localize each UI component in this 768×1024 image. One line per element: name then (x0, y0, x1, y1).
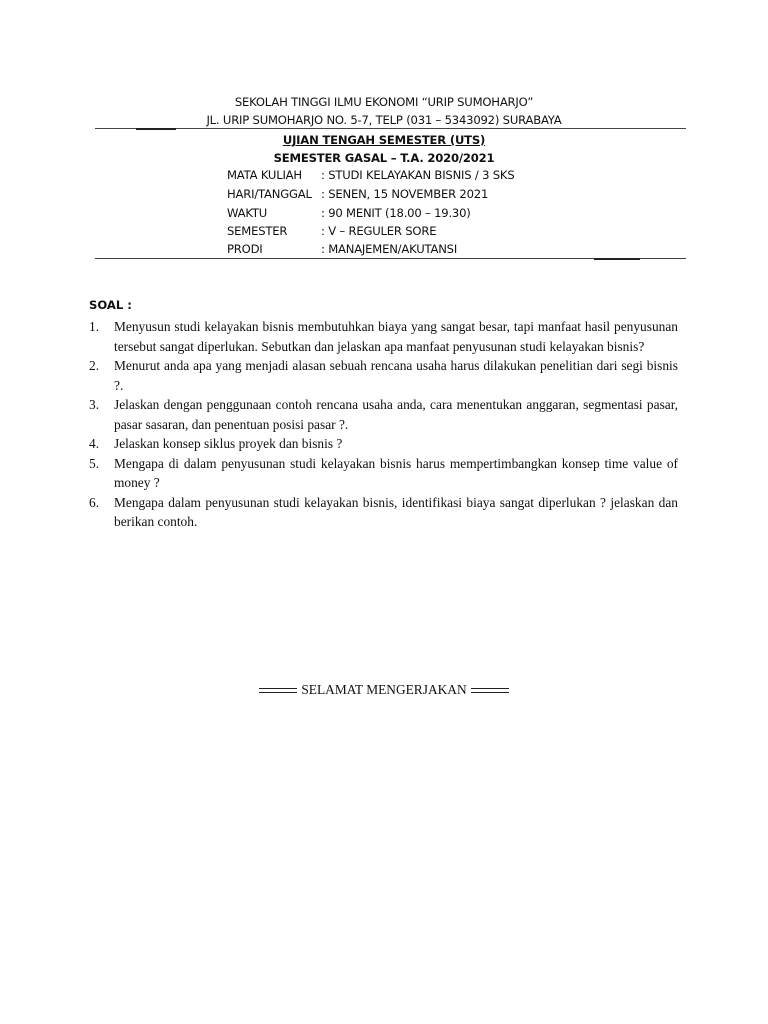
question-number: 1. (89, 319, 100, 334)
question-text: Mengapa di dalam penyusunan studi kelayakan bisnis harus mempertimbangkan konsep time value of money ? (114, 455, 678, 490)
question-item (89, 434, 678, 454)
institution-name: SEKOLAH TINGGI ILMU EKONOMI “URIP SUMOHARJO” (234, 95, 534, 109)
question-text: Jelaskan konsep siklus proyek dan bisnis ? (114, 436, 343, 451)
info-row-prodi (227, 242, 457, 256)
question-number: 3. (89, 397, 100, 412)
question-number: 2. (89, 358, 100, 373)
question-text: Jelaskan dengan penggunaan contoh rencana usaha anda, cara menentukan anggaran, segmentasi pasar, pasar sasaran, dan penentuan posisi pasar ?. (114, 397, 678, 432)
info-row-waktu (227, 206, 471, 220)
institution-address: JL. URIP SUMOHARJO NO. 5-7, TELP (031 – 5343092) SURABAYA (206, 113, 562, 127)
question-item (89, 395, 678, 434)
soal-heading: SOAL : (89, 298, 132, 312)
double-rule-right (471, 688, 509, 693)
header-divider-bottom-accent (594, 258, 640, 260)
exam-title (0, 133, 768, 147)
question-item (89, 454, 678, 493)
question-text: Menurut anda apa yang menjadi alasan sebuah rencana usaha harus dilakukan penelitian dari segi bisnis ?. (114, 358, 678, 393)
info-value: : V – REGULER SORE (321, 224, 437, 238)
info-label: PRODI (227, 242, 263, 256)
info-value: : MANAJEMEN/AKUTANSI (321, 242, 458, 256)
info-label: WAKTU (227, 206, 268, 220)
header-divider-top-accent (136, 128, 176, 130)
question-list (89, 317, 678, 532)
info-label: HARI/TANGGAL (227, 187, 312, 201)
info-value: : STUDI KELAYAKAN BISNIS / 3 SKS (321, 168, 515, 182)
double-rule-left (259, 688, 297, 693)
info-value: : SENEN, 15 NOVEMBER 2021 (321, 187, 489, 201)
semester-title: SEMESTER GASAL – T.A. 2020/2021 (273, 151, 495, 165)
info-label: MATA KULIAH (227, 168, 302, 182)
info-row-semester (227, 224, 436, 238)
info-row-hari-tanggal (227, 187, 488, 201)
info-row-mata-kuliah (227, 168, 514, 182)
question-item (89, 356, 678, 395)
question-number: 5. (89, 455, 100, 471)
closing-text: SELAMAT MENGERJAKAN (301, 682, 467, 697)
question-text: Menyusun studi kelayakan bisnis membutuhkan biaya yang sangat besar, tapi manfaat hasil penyusunan tersebut sangat diperlukan. Sebutkan dan jelaskan apa manfaat penyusunan studi kelayakan bisnis? (114, 319, 678, 354)
question-number: 4. (89, 436, 100, 451)
closing-line (0, 682, 768, 698)
exam-title-text: UJIAN TENGAH SEMESTER (UTS) (282, 133, 486, 147)
question-item (89, 317, 678, 356)
question-item (89, 493, 678, 532)
header-divider-top (95, 128, 686, 129)
question-number: 6. (89, 494, 100, 510)
info-label: SEMESTER (227, 224, 288, 238)
info-value: : 90 MENIT (18.00 – 19.30) (321, 206, 471, 220)
question-text: Mengapa dalam penyusunan studi kelayakan bisnis, identifikasi biaya sangat diperlukan ? jelaskan dan berikan contoh. (114, 494, 678, 529)
